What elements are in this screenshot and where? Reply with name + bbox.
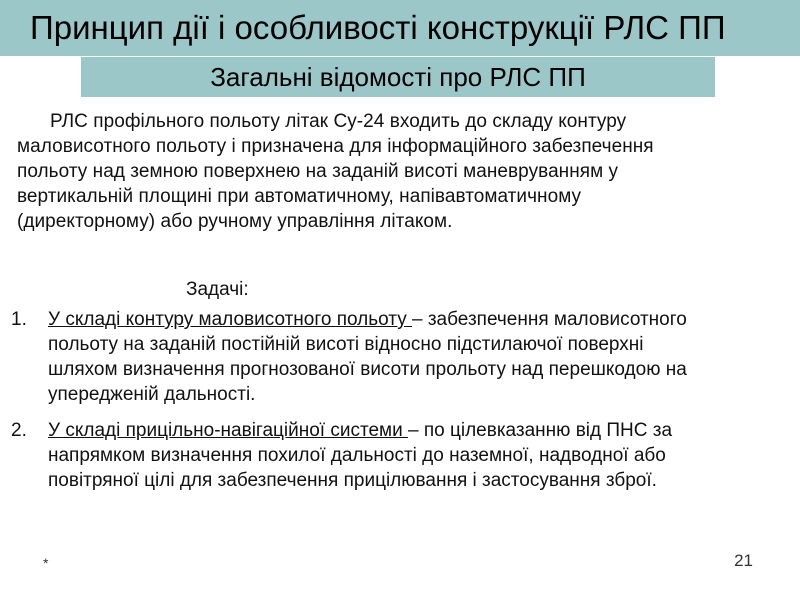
page-number: 21 xyxy=(734,551,753,570)
task-line: повітряної цілі для забезпечення прицілювання і застосування зброї. xyxy=(48,470,657,491)
intro-paragraph xyxy=(17,109,777,234)
task-body xyxy=(48,418,798,493)
task-body xyxy=(48,307,798,407)
task-line-rest: – забезпечення маловисотного xyxy=(412,309,687,330)
task-number: 2. xyxy=(11,420,27,441)
title-bar xyxy=(0,0,800,56)
task-underlined-phrase: У складі прицільно-навігаційної системи xyxy=(48,420,408,441)
intro-line: польоту над земною поверхнею на заданій висоті маневруванням у xyxy=(17,161,619,182)
task-line-rest: – по цілевказанню від ПНС за xyxy=(407,420,673,441)
task-line: польоту на заданій постійній висоті відносно підстилаючої поверхні xyxy=(48,334,644,355)
task-line: шляхом визначення прогнозованої висоти прольоту над перешкодою на xyxy=(48,359,687,380)
tasks-heading: Задачі: xyxy=(186,279,249,300)
footer-mark: * xyxy=(43,555,49,571)
subtitle-bar xyxy=(81,57,715,97)
intro-line: маловисотного польоту і призначена для інформаційного забезпечення xyxy=(17,136,654,157)
task-line xyxy=(48,418,798,443)
task-underlined-phrase: У складі контуру маловисотного польоту xyxy=(48,309,412,330)
task-line: напрямком визначення похилої дальності до наземної, надводної або xyxy=(48,445,666,466)
intro-line: вертикальній площині при автоматичному, напівавтоматичному xyxy=(17,186,582,207)
task-line: упередженій дальності. xyxy=(48,384,256,405)
task-number: 1. xyxy=(11,309,27,330)
slide-subtitle: Загальні відомості про РЛС ПП xyxy=(210,62,586,92)
slide-title: Принцип дії і особливості конструкції РЛС ПП xyxy=(30,9,726,46)
intro-line: РЛС профільного польоту літак Су-24 входить до складу контуру xyxy=(50,111,627,132)
task-line xyxy=(48,307,798,332)
intro-line: (директорному) або ручному управління літаком. xyxy=(17,211,453,232)
